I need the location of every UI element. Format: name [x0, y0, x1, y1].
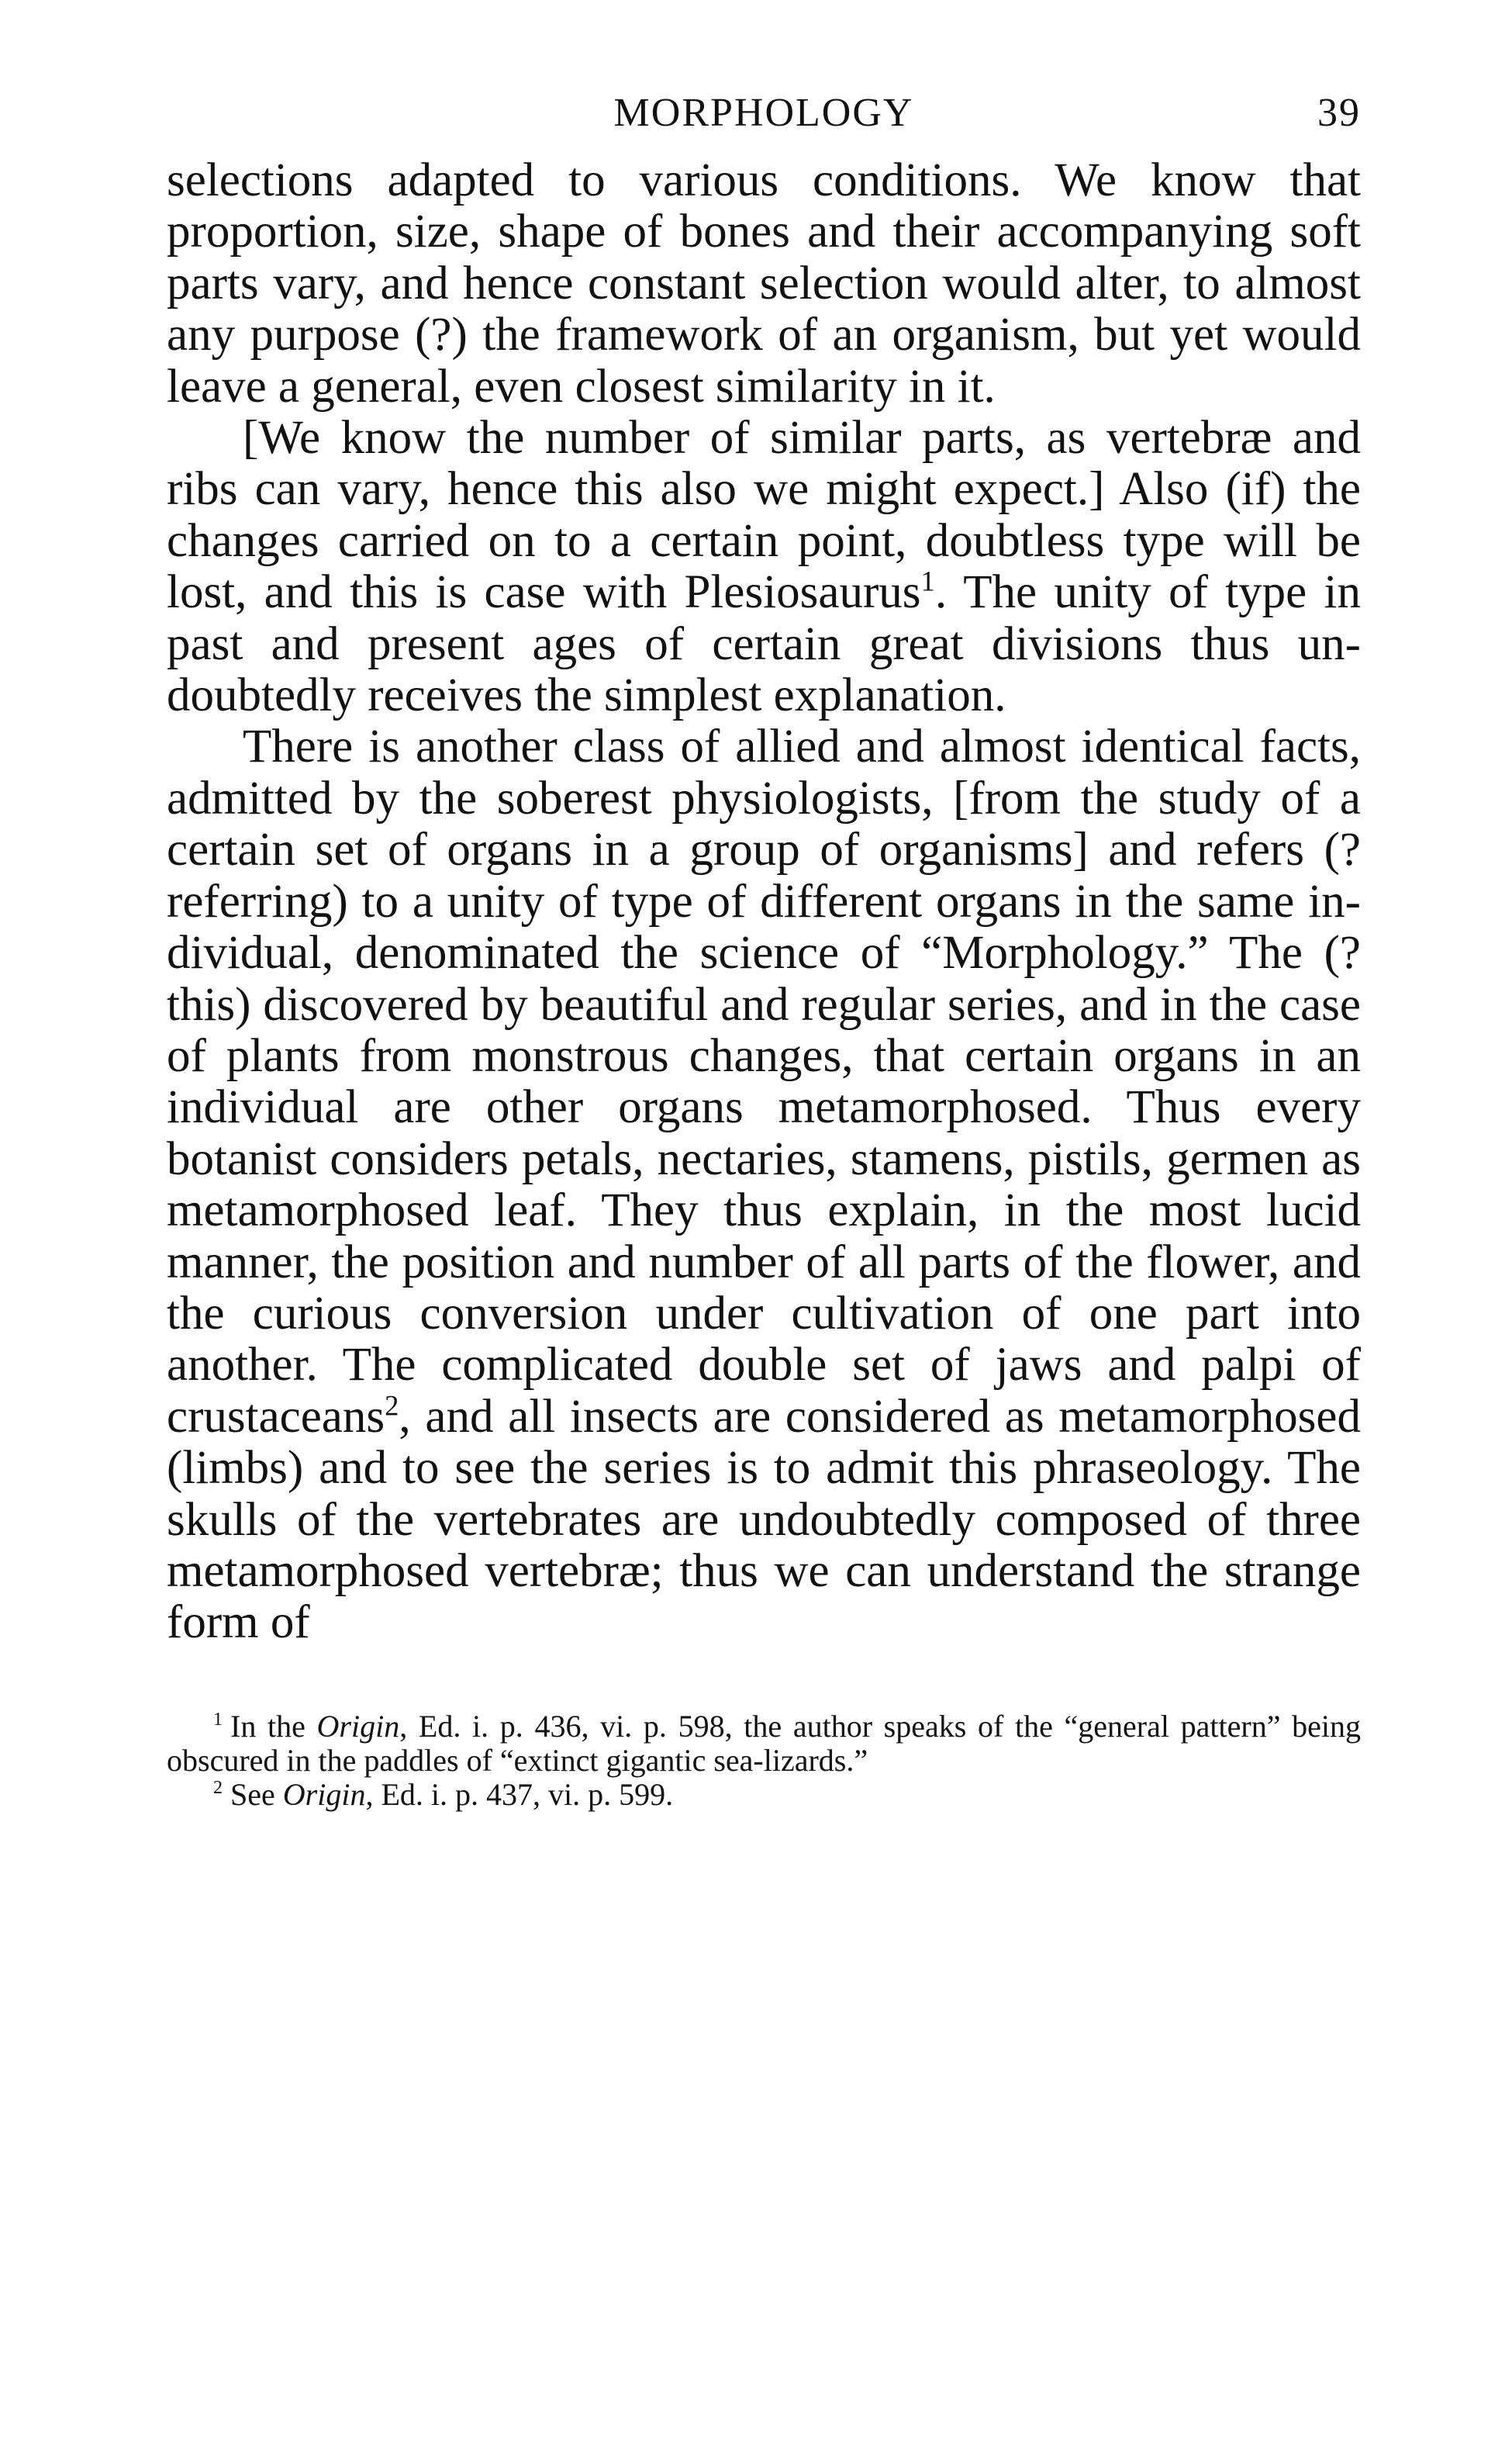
footnote-1-mark: 1 — [213, 1710, 223, 1730]
paragraph-3-text-b: , and all insects are considered as metamorphosed (limbs) and to see the series is to admit this phraseology. The skulls of the vertebrates are undoubtedly composed of three metamorphosed vertebræ; thus we can understand the strange form of — [167, 1390, 1361, 1649]
paragraph-1-text: selections adapted to various conditions. We know that proportion, size, shape of bones and their accompanying soft parts vary, and hence constant selection would alter, to almost any purpose (?) the framework of an organism, but yet would leave a general, even closest similarity in it. — [167, 154, 1361, 413]
paragraph-3-text-a: There is another class of allied and almost identical facts, admitted by the soberest physiologists, [from the study of a certain set of organs in a group of organisms] and refers (? referring) to a unity of type of different organs in the same individual, denominated the science of “Morphology.” The (? this) discovered by beautiful and regular series, and in the case of plants from monstrous changes, that certain organs in an individual are other organs metamorphosed. Thus every botanist considers petals, nectaries, stamens, pistils, germen as metamorphosed leaf. They thus explain, in the most lucid manner, the position and number of all parts of the flower, and the curious conversion under cultivation of one part into another. The complicated double set of jaws and palpi of crustaceans — [167, 721, 1361, 1443]
footnote-2-mark: 2 — [213, 1778, 223, 1799]
footnote-1-text-b: , Ed. i. p. 436, vi. p. 598, the author speaks of the “general pattern” being obscured in the paddles of “extinct gigantic sea-lizards.” — [167, 1708, 1362, 1778]
paragraph-1 — [167, 155, 1361, 413]
footnote-1-text-a: In the — [230, 1708, 317, 1744]
page-number: 39 — [1317, 91, 1361, 135]
footnote-2-text-b: , Ed. i. p. 437, vi. p. 599. — [365, 1776, 674, 1812]
running-title: MORPHOLOGY — [613, 91, 914, 135]
footnote-ref-2: 2 — [385, 1389, 399, 1422]
body-text — [167, 155, 1361, 1649]
running-header — [167, 85, 1361, 141]
footnote-1 — [167, 1710, 1361, 1778]
footnotes — [167, 1710, 1361, 1812]
paragraph-2-text-a: [We know the number of similar parts, as vertebræ and ribs can vary, hence this also we might expect.] Also (if) the changes carried on to a certain point, doubtless type will be lost, and this is case with Plesiosaurus — [167, 412, 1361, 619]
paragraph-2 — [167, 413, 1361, 721]
paragraph-3 — [167, 721, 1361, 1648]
footnote-ref-1: 1 — [920, 565, 935, 597]
book-page — [167, 85, 1361, 1812]
footnote-2 — [167, 1778, 1361, 1812]
footnote-2-italic: Origin — [282, 1776, 366, 1812]
paragraph-2-text-b: . The unity of type in past and present ages of certain great divisions thus undoubtedly receives the simplest explanation. — [167, 566, 1361, 722]
footnote-1-italic: Origin — [316, 1708, 400, 1744]
footnote-2-text-a: See — [230, 1776, 283, 1812]
